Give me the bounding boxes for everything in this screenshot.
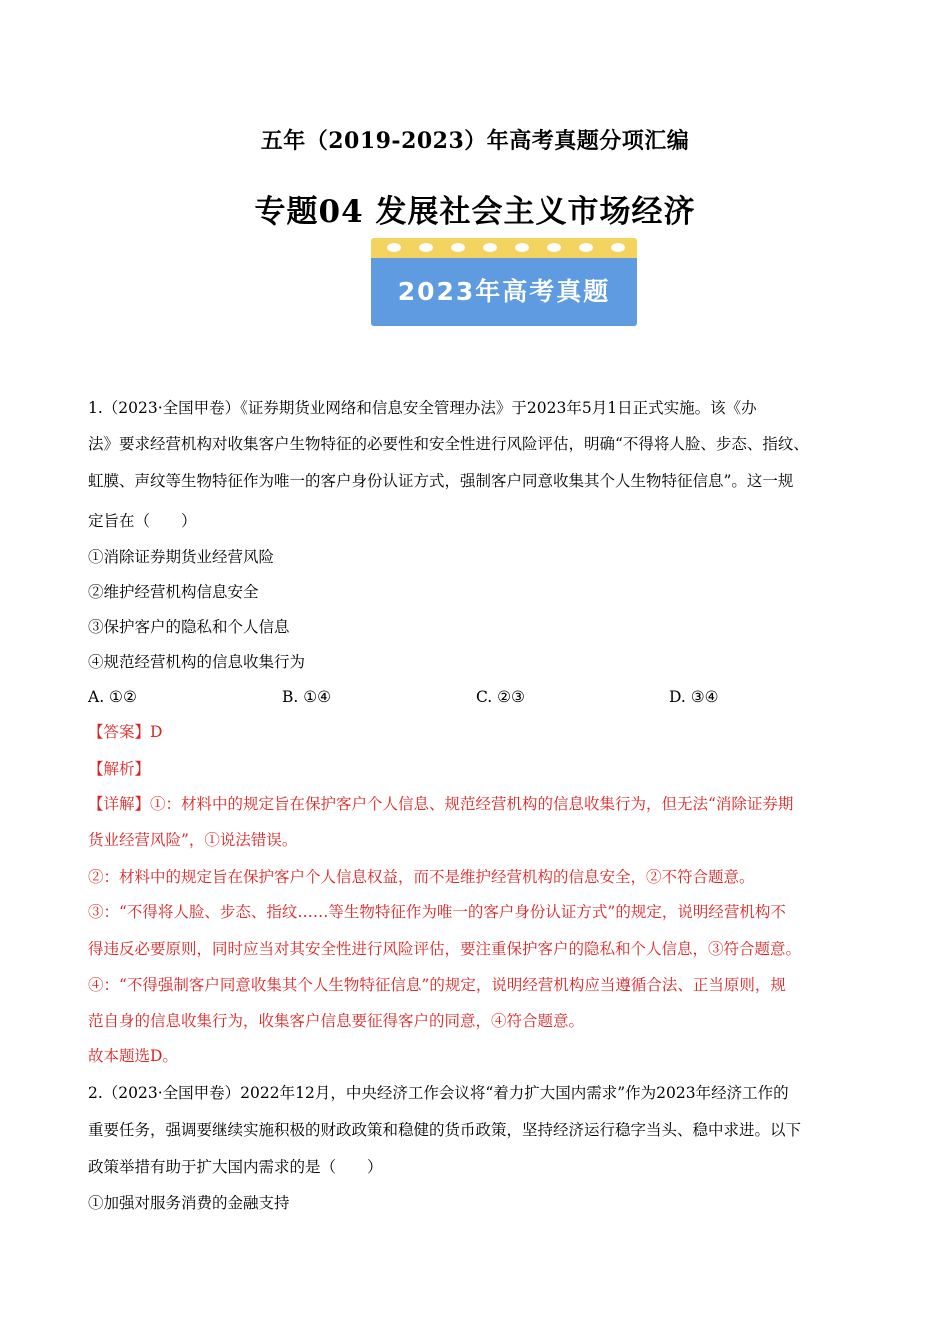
q2-item: ①加强对服务消费的金融支持 [88,1194,290,1212]
banner-strip [371,238,637,258]
banner-dot-icon [387,243,401,252]
document-subtitle: 五年（2019-2023）年高考真题分项汇编 [260,128,690,154]
q1-option-c: C. ②③ [476,688,525,706]
q1-detail-line: ④：“不得强制客户同意收集其个人生物特征信息”的规定，说明经营机构应当遵循合法、正当原则，规 [88,976,786,994]
banner-dot-icon [515,243,529,252]
q1-stem-line: 法》要求经营机构对收集客户生物特征的必要性和安全性进行风险评估，明确“不得将人脸、步态、指纹、 [88,435,809,453]
q2-stem-line: 政策举措有助于扩大国内需求的是（ ） [88,1158,383,1176]
q1-stem-line: 定旨在（ ） [88,512,197,530]
q1-detail-line: ③：“不得将人脸、步态、指纹……等生物特征作为唯一的客户身份认证方式”的规定，说明经营机构不 [88,903,786,921]
q1-detail-line: ②：材料中的规定旨在保护客户个人信息权益，而不是维护经营机构的信息安全，②不符合题意。 [88,868,755,886]
q1-item: ①消除证券期货业经营风险 [88,548,275,566]
q1-detail-line: 范自身的信息收集行为，收集客户信息要征得客户的同意，④符合题意。 [88,1012,585,1030]
q1-item: ④规范经营机构的信息收集行为 [88,653,306,671]
q1-detail-line: 【详解】①：材料中的规定旨在保护客户个人信息、规范经营机构的信息收集行为，但无法“消除证券期 [88,795,794,813]
q1-stem-line: 虹膜、声纹等生物特征作为唯一的客户身份认证方式，强制客户同意收集其个人生物特征信息”。这一规 [88,472,794,490]
q1-option-b: B. ①④ [282,688,332,706]
q1-item: ②维护经营机构信息安全 [88,583,259,601]
banner-label: 2023年高考真题 [397,277,611,306]
document-title: 专题04 发展社会主义市场经济 [254,194,696,230]
banner-dot-icon [419,243,433,252]
banner-dot-icon [611,243,625,252]
q1-item: ③保护客户的隐私和个人信息 [88,618,290,636]
q1-analysis-label: 【解析】 [88,760,151,778]
q1-option-a: A. ①② [88,688,137,706]
q1-stem-line: 1.（2023·全国甲卷）《证券期货业网络和信息安全管理办法》于2023年5月1日正式实施。该《办 [88,399,757,417]
q2-stem-line: 重要任务，强调要继续实施积极的财政政策和稳健的货币政策，坚持经济运行稳字当头、稳中求进。以下 [88,1121,802,1139]
year-banner [371,238,637,326]
banner-dot-icon [451,243,465,252]
q1-conclusion: 故本题选D。 [88,1047,178,1065]
banner-dot-icon [547,243,561,252]
q1-option-d: D. ③④ [669,688,719,706]
q1-answer: 【答案】D [88,723,163,741]
banner-dot-icon [483,243,497,252]
q1-detail-line: 得违反必要原则，同时应当对其安全性进行风险评估，要注重保护客户的隐私和个人信息，③符合题意。 [88,940,802,958]
q1-detail-line: 货业经营风险”，①说法错误。 [88,831,298,849]
banner-dot-icon [579,243,593,252]
q2-stem-line: 2.（2023·全国甲卷）2022年12月，中央经济工作会议将“着力扩大国内需求”作为2023年经济工作的 [88,1084,789,1102]
